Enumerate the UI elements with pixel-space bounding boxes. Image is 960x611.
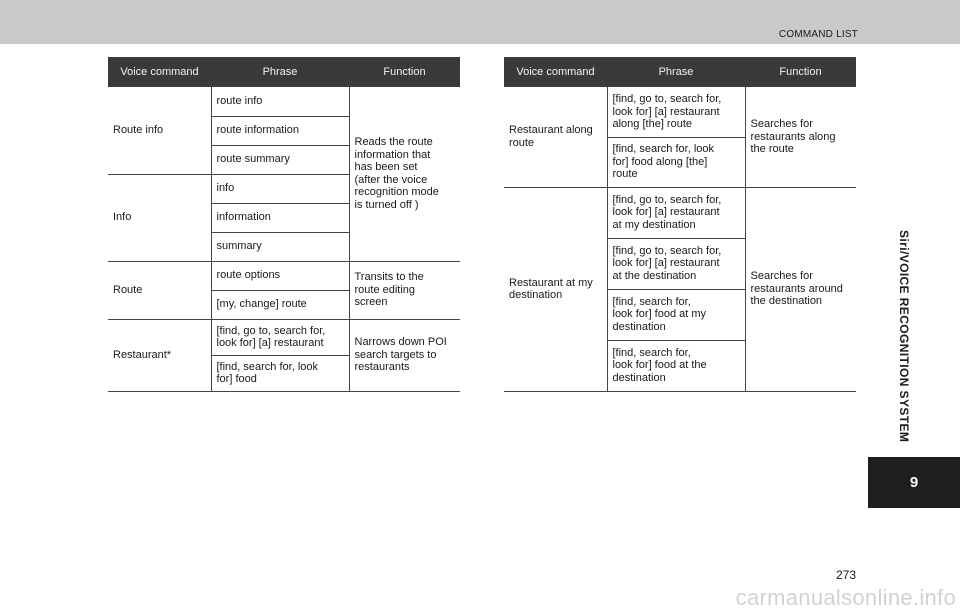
command-table-left [108, 57, 460, 392]
voice-command-cell: Route info [108, 87, 211, 174]
phrase-cell: info [211, 174, 349, 203]
phrase-cell: [find, go to, search for, look for] [a] restaurant [211, 319, 349, 355]
voice-command-cell: Restaurant* [108, 319, 211, 391]
function-cell: Narrows down POI search targets to restaurants [349, 319, 460, 391]
page-header-title: COMMAND LIST [778, 29, 858, 40]
voice-command-cell: Restaurant along route [504, 87, 607, 187]
phrase-cell: route info [211, 87, 349, 116]
voice-command-cell: Info [108, 174, 211, 261]
phrase-cell: [find, go to, search for, look for] [a] restaurant at the destination [607, 238, 745, 289]
table-header-row [504, 57, 856, 87]
table-row [108, 319, 460, 355]
function-cell: Transits to the route editing screen [349, 261, 460, 319]
phrase-cell: summary [211, 232, 349, 261]
voice-command-cell: Restaurant at my destination [504, 187, 607, 391]
function-cell: Reads the route information that has been set (after the voice recognition mode is turned off ) [349, 87, 460, 261]
function-cell: Searches for restaurants around the destination [745, 187, 856, 391]
chapter-number-badge [868, 457, 960, 508]
chapter-number: 9 [909, 474, 919, 491]
phrase-cell: [find, search for, look for] food [211, 355, 349, 391]
phrase-cell: [find, search for, look for] food at my destination [607, 289, 745, 340]
table-row [504, 187, 856, 238]
phrase-cell: [my, change] route [211, 290, 349, 319]
phrase-cell: [find, search for, look for] food along [the] route [607, 137, 745, 187]
phrase-cell: route options [211, 261, 349, 290]
header-phrase: Phrase [211, 57, 349, 87]
phrase-cell: route summary [211, 145, 349, 174]
header-voice-command: Voice command [504, 57, 607, 87]
phrase-cell: [find, search for, look for] food at the destination [607, 340, 745, 391]
header-function: Function [745, 57, 856, 87]
table-row [108, 87, 460, 116]
phrase-cell: [find, go to, search for, look for] [a] restaurant along [the] route [607, 87, 745, 137]
header-phrase: Phrase [607, 57, 745, 87]
phrase-cell: route information [211, 116, 349, 145]
function-cell: Searches for restaurants along the route [745, 87, 856, 187]
phrase-cell: [find, go to, search for, look for] [a] restaurant at my destination [607, 187, 745, 238]
phrase-cell: information [211, 203, 349, 232]
voice-command-cell: Route [108, 261, 211, 319]
command-table-right [504, 57, 856, 392]
table-row [108, 261, 460, 290]
watermark: carmanualsonline.info [735, 585, 956, 610]
header-function: Function [349, 57, 460, 87]
side-tab [868, 44, 960, 457]
table-header-row [108, 57, 460, 87]
page-number: 273 [835, 568, 856, 582]
section-side-label: Siri/VOICE RECOGNITION SYSTEM [897, 230, 911, 443]
header-voice-command: Voice command [108, 57, 211, 87]
table-row [504, 87, 856, 137]
